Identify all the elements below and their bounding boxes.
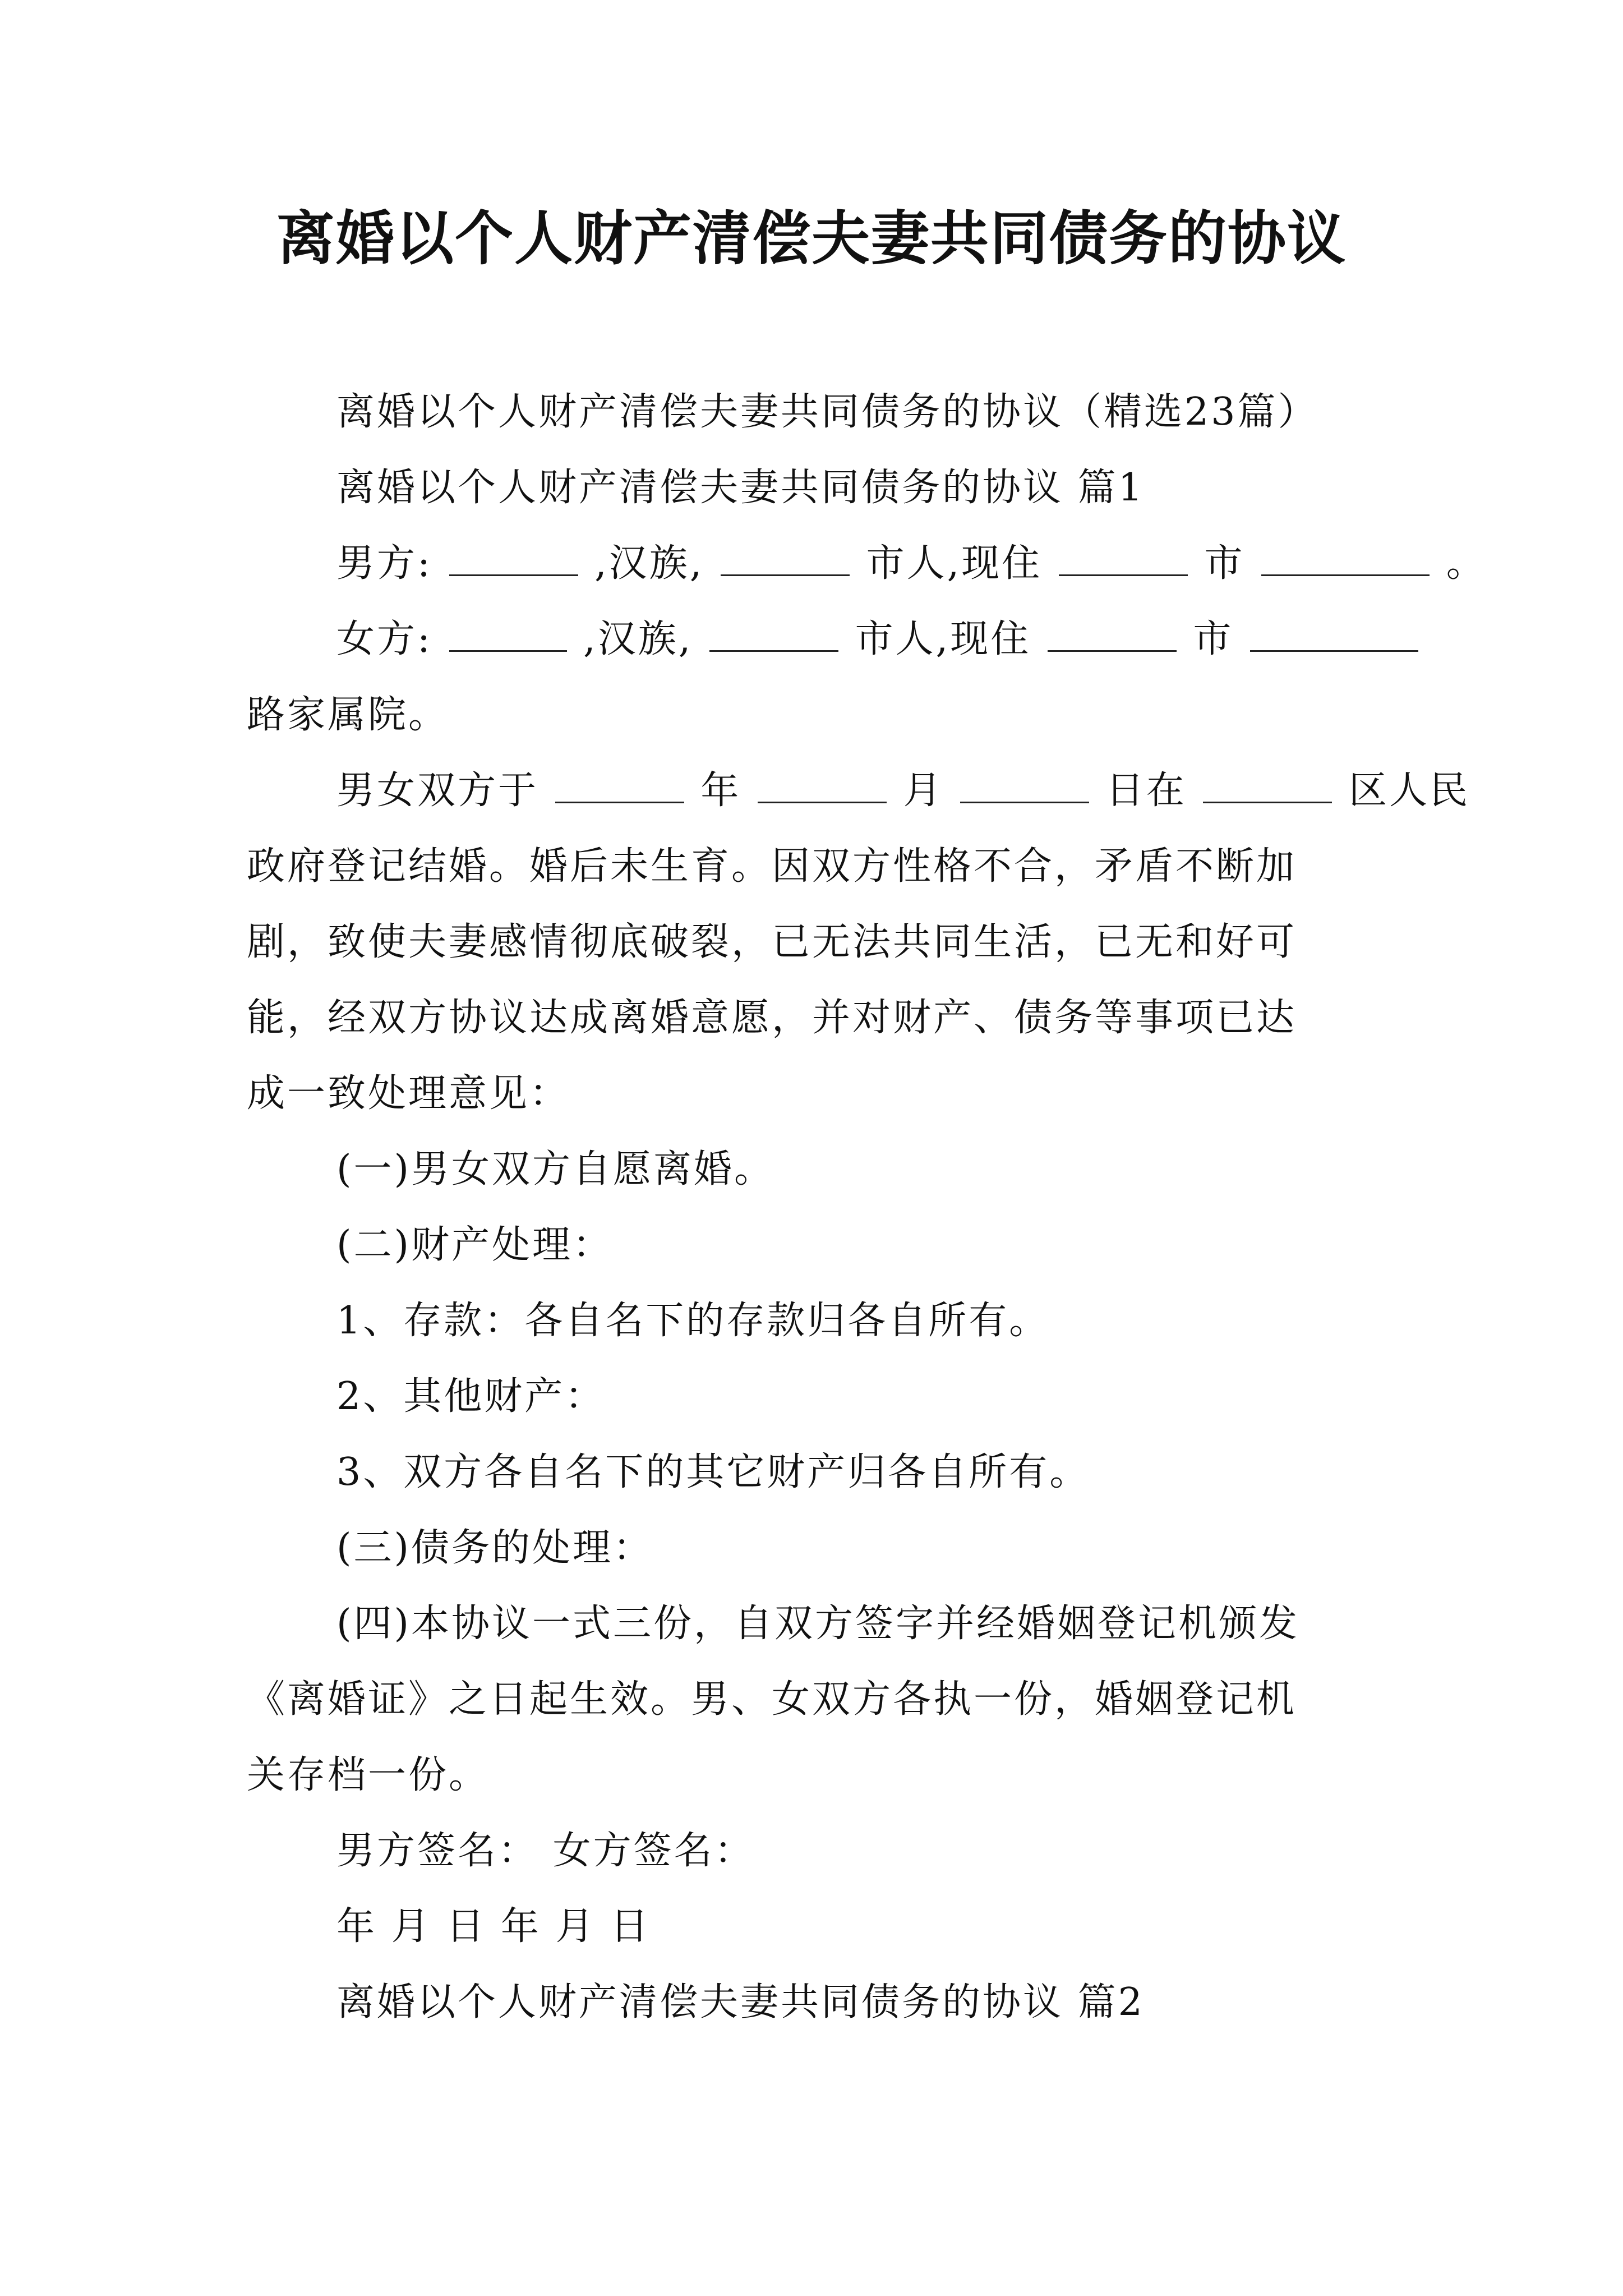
signature-line: 男方签名： 女方签名： <box>336 1829 755 1873</box>
female-label: 女方: <box>336 617 432 661</box>
paragraph-line: 《离婚证》之日起生效。男、女双方各执一份，婚姻登记机 <box>247 1677 1297 1722</box>
clause-2-3: 3、双方各自名下的其它财产归各自所有。 <box>336 1450 1090 1494</box>
paragraph-line: 成一致处理意见： <box>247 1071 570 1116</box>
document-title: 离婚以个人财产清偿夫妻共同债务的协议 <box>276 204 1347 273</box>
male-text-3: 市 <box>1204 541 1245 586</box>
clause-4: (四)本协议一式三份，自双方签字并经婚姻登记机颁发 <box>336 1602 1300 1646</box>
male-text-1: ,汉族, <box>594 541 704 586</box>
female-text-2: 市人,现住 <box>855 617 1031 661</box>
clause-1: (一)男女双方自愿离婚。 <box>336 1147 775 1191</box>
paragraph-line: 政府登记结婚。婚后未生育。因双方性格不合，矛盾不断加 <box>247 844 1297 889</box>
blank-field <box>709 616 838 652</box>
blank-field <box>1203 768 1332 803</box>
clause-2-1: 1、存款：各自名下的存款归各自所有。 <box>336 1299 1050 1343</box>
paragraph-line: 关存档一份。 <box>247 1753 490 1797</box>
male-text-4: 。 <box>1446 541 1487 586</box>
paragraph-line: 能，经双方协议达成离婚意愿，并对财产、债务等事项已达 <box>247 996 1297 1040</box>
blank-field <box>449 616 567 652</box>
marriage-text-3: 日在 <box>1105 769 1187 813</box>
paragraph-line: 剧，致使夫妻感情彻底破裂，已无法共同生活，已无和好可 <box>247 920 1297 964</box>
section-heading-2: 离婚以个人财产清偿夫妻共同债务的协议 篇2 <box>336 1980 1145 2024</box>
female-info-cont: 路家属院。 <box>247 693 449 737</box>
blank-field <box>1250 616 1418 652</box>
clause-3: (三)债务的处理： <box>336 1526 654 1570</box>
marriage-text-0: 男女双方于 <box>336 769 539 813</box>
blank-field <box>1048 616 1177 652</box>
male-text-2: 市人,现住 <box>866 541 1043 586</box>
clause-2-2: 2、其他财产： <box>336 1374 606 1419</box>
male-info-line <box>336 536 1487 592</box>
blank-field <box>960 768 1089 803</box>
blank-field <box>1261 541 1430 576</box>
female-text-1: ,汉族, <box>583 617 693 661</box>
marriage-text-4: 区人民 <box>1349 769 1470 813</box>
female-info-line <box>336 611 1421 668</box>
section-heading-1: 离婚以个人财产清偿夫妻共同债务的协议 篇1 <box>336 466 1145 510</box>
intro-line: 离婚以个人财产清偿夫妻共同债务的协议（精选23篇） <box>336 390 1318 434</box>
marriage-text-1: 年 <box>700 769 741 813</box>
marriage-line <box>336 763 1470 819</box>
marriage-text-2: 月 <box>903 769 944 813</box>
blank-field <box>1059 541 1188 576</box>
clause-2: (二)财产处理： <box>336 1223 614 1267</box>
male-label: 男方: <box>336 541 432 586</box>
blank-field <box>721 541 850 576</box>
blank-field <box>758 768 887 803</box>
blank-field <box>449 541 578 576</box>
date-line: 年 月 日 年 月 日 <box>336 1904 651 1949</box>
female-text-3: 市 <box>1193 617 1234 661</box>
blank-field <box>555 768 684 803</box>
